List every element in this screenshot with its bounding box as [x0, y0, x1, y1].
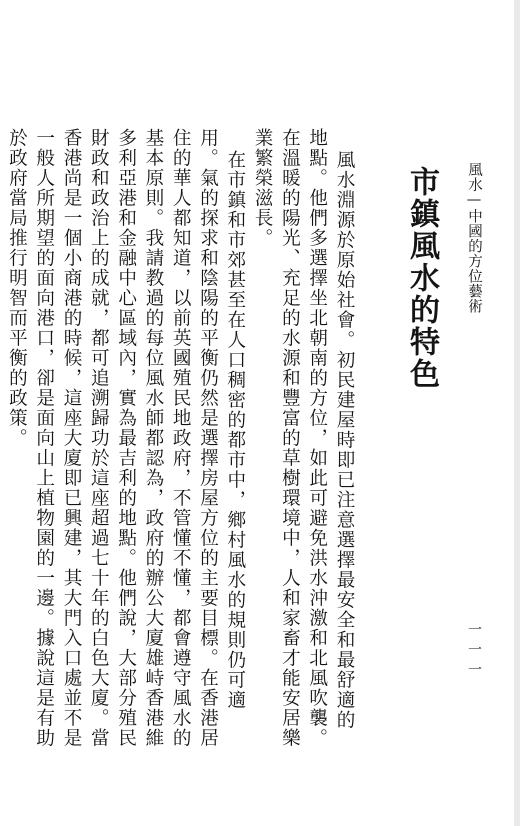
page-number: 一一一 [466, 622, 482, 682]
paragraph-2: 在市鎮和市郊甚至在人口稠密的都市中，鄉村風水的規則仍可適用。氣的探求和陰陽的平衡仍然是選擇房屋方位的主要目標。在香港居住的華人都知道，以前英國殖民地政府，不管懂不懂，都會遵守風水的基本原則。我請教過的每位風水師都認為，政府的辦公大廈雄峙香港維多利亞港和金融中心區域內，實為最吉利的地點。他們說，大部分殖民財政和政治上的成就，都可追溯歸功於這座超過七十年的白色大廈。當香港尚是一個小商港的時候，這座大廈即已興建，其大門入口處並不是一般人所期望的面向港口，卻是面向山上植物園的一邊。據說這是有助於政府當局推行明智而平衡的政策。 [6, 128, 246, 748]
running-head: 風水—中國的方位藝術 [466, 162, 482, 314]
chapter-title: 市鎮風水的特色 [404, 166, 439, 390]
body-text [6, 128, 358, 748]
paragraph-1: 風水淵源於原始社會。初民建屋時即已注意選擇最安全和最舒適的地點。他們多選擇坐北朝南的方位，如此可避免洪水沖激和北風吹襲。在溫暖的陽光、充足的水源和豐富的草樹環境中，人和家畜才能安居樂業繁榮滋長。 [252, 128, 355, 748]
page-edge-shadow [514, 0, 520, 826]
